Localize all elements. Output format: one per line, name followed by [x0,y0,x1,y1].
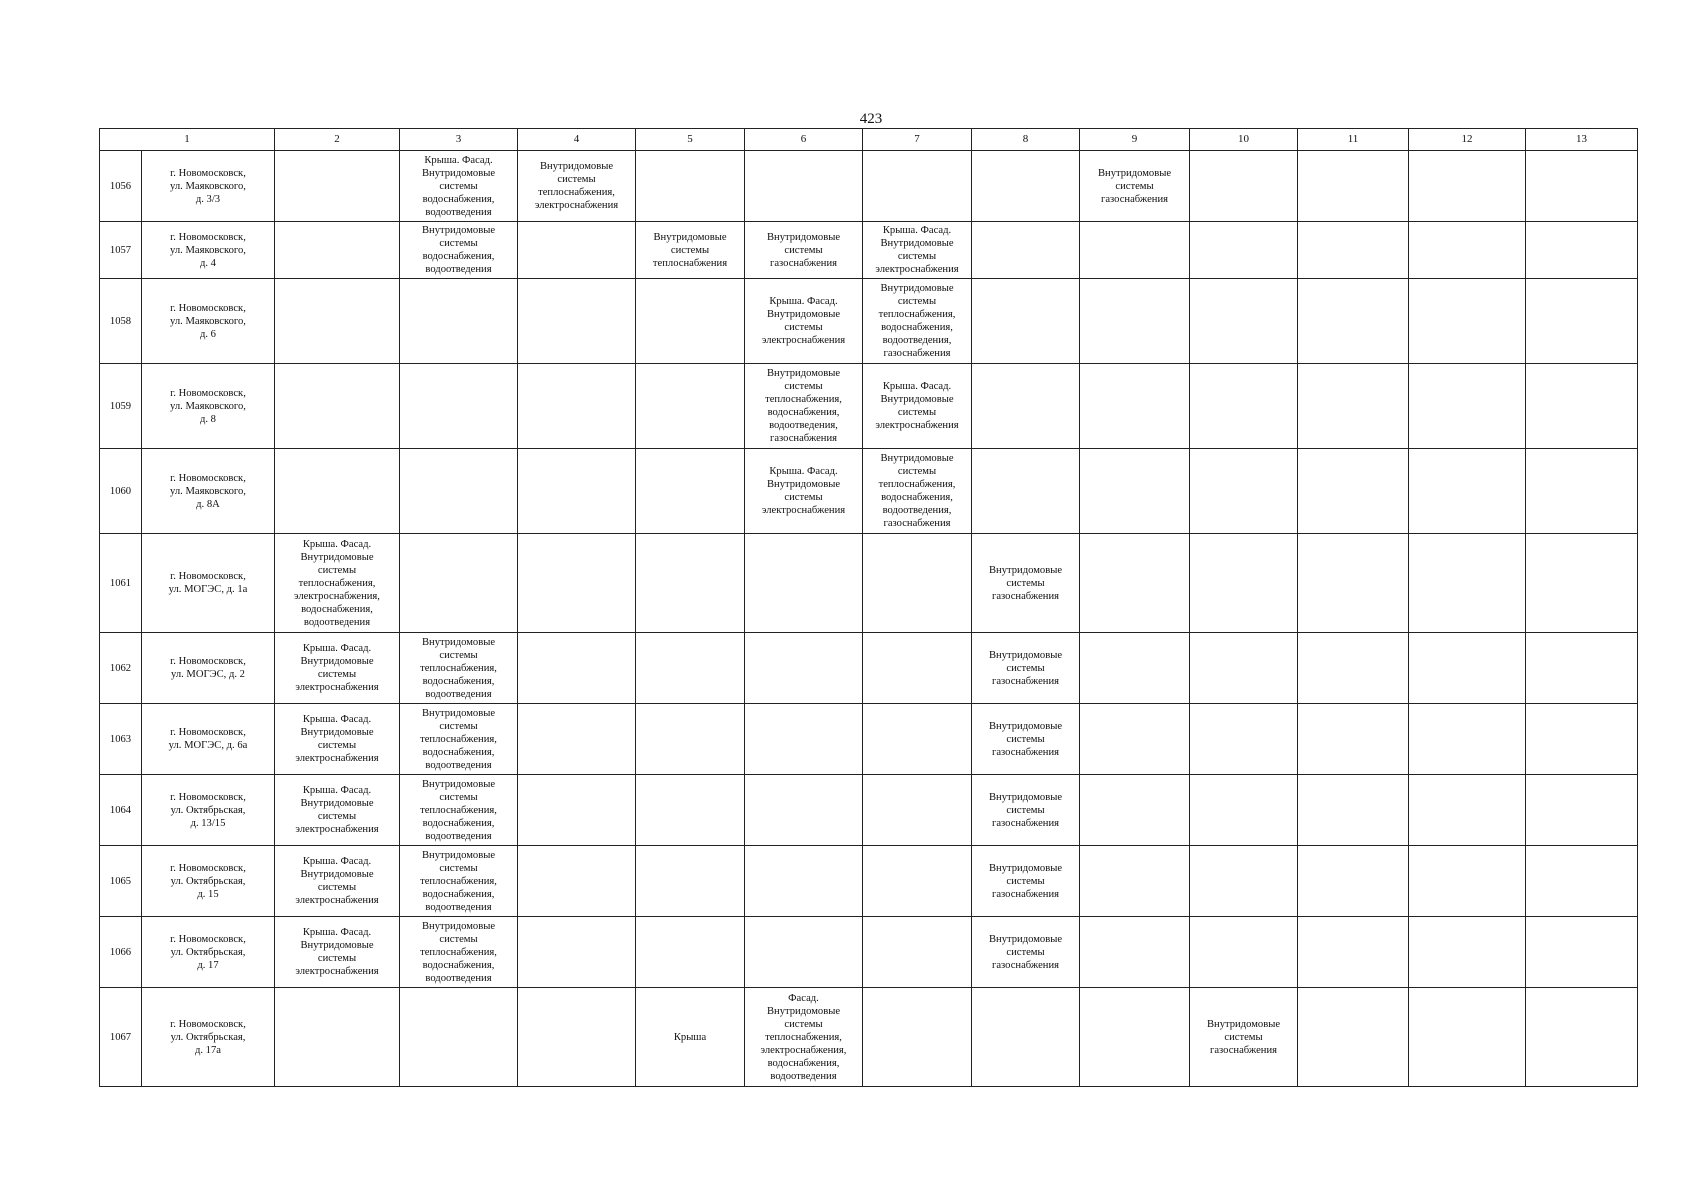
table-row [100,151,1638,222]
row-number-cell: 1067 [100,988,142,1087]
row-number-cell: 1066 [100,917,142,988]
work-cell-col-5 [636,917,745,988]
work-cell-col-11 [1298,846,1409,917]
row-number-cell: 1058 [100,279,142,364]
address-cell: г. Новомосковск, ул. Октябрьская, д. 13/15 [142,775,275,846]
work-cell-col-6: Внутридомовые системы теплоснабжения, водоснабжения, водоотведения, газоснабжения [745,364,863,449]
work-cell-col-4 [518,364,636,449]
work-cell-col-6 [745,704,863,775]
work-cell-col-7 [863,633,972,704]
work-cell-col-3 [400,534,518,633]
work-cell-col-6 [745,775,863,846]
table-row [100,222,1638,279]
address-cell: г. Новомосковск, ул. Маяковского, д. 6 [142,279,275,364]
header-cell: 11 [1298,129,1409,151]
work-cell-col-5 [636,364,745,449]
work-cell-col-9 [1080,917,1190,988]
work-cell-col-12 [1409,279,1526,364]
work-cell-col-12 [1409,449,1526,534]
work-cell-col-2 [275,449,400,534]
work-cell-col-8: Внутридомовые системы газоснабжения [972,775,1080,846]
work-cell-col-13 [1526,704,1638,775]
table-row [100,704,1638,775]
work-cell-col-8 [972,364,1080,449]
work-cell-col-7: Внутридомовые системы теплоснабжения, водоснабжения, водоотведения, газоснабжения [863,279,972,364]
address-cell: г. Новомосковск, ул. Октябрьская, д. 17а [142,988,275,1087]
work-cell-col-3: Внутридомовые системы теплоснабжения, водоснабжения, водоотведения [400,846,518,917]
address-cell: г. Новомосковск, ул. МОГЭС, д. 1а [142,534,275,633]
work-cell-col-10 [1190,775,1298,846]
work-cell-col-4 [518,775,636,846]
work-cell-col-7: Внутридомовые системы теплоснабжения, водоснабжения, водоотведения, газоснабжения [863,449,972,534]
work-cell-col-9 [1080,364,1190,449]
address-cell: г. Новомосковск, ул. Октябрьская, д. 17 [142,917,275,988]
header-cell: 6 [745,129,863,151]
header-cell: 12 [1409,129,1526,151]
work-cell-col-13 [1526,151,1638,222]
work-cell-col-9 [1080,775,1190,846]
work-cell-col-13 [1526,449,1638,534]
table-body [100,129,1638,1087]
work-cell-col-12 [1409,988,1526,1087]
work-cell-col-8 [972,988,1080,1087]
work-cell-col-5 [636,775,745,846]
work-cell-col-11 [1298,534,1409,633]
address-cell: г. Новомосковск, ул. МОГЭС, д. 2 [142,633,275,704]
address-cell: г. Новомосковск, ул. Маяковского, д. 8А [142,449,275,534]
work-cell-col-8 [972,449,1080,534]
work-cell-col-7 [863,988,972,1087]
work-cell-col-10 [1190,151,1298,222]
work-cell-col-13 [1526,222,1638,279]
work-cell-col-12 [1409,846,1526,917]
work-cell-col-6 [745,534,863,633]
work-cell-col-5 [636,449,745,534]
work-cell-col-8: Внутридомовые системы газоснабжения [972,846,1080,917]
work-cell-col-10 [1190,364,1298,449]
work-cell-col-4 [518,222,636,279]
work-cell-col-10 [1190,704,1298,775]
work-cell-col-12 [1409,534,1526,633]
row-number-cell: 1057 [100,222,142,279]
work-cell-col-6 [745,151,863,222]
work-cell-col-10 [1190,449,1298,534]
table-row [100,534,1638,633]
address-cell: г. Новомосковск, ул. МОГЭС, д. 6а [142,704,275,775]
address-cell: г. Новомосковск, ул. Маяковского, д. 3/3 [142,151,275,222]
row-number-cell: 1063 [100,704,142,775]
work-cell-col-11 [1298,988,1409,1087]
work-cell-col-5 [636,534,745,633]
work-cell-col-10 [1190,846,1298,917]
work-cell-col-3 [400,364,518,449]
row-number-cell: 1065 [100,846,142,917]
work-cell-col-13 [1526,633,1638,704]
page-number: 423 [859,111,883,127]
work-cell-col-3: Внутридомовые системы теплоснабжения, водоснабжения, водоотведения [400,704,518,775]
work-cell-col-3 [400,279,518,364]
address-cell: г. Новомосковск, ул. Маяковского, д. 8 [142,364,275,449]
work-cell-col-4 [518,988,636,1087]
table-row [100,988,1638,1087]
table-row [100,917,1638,988]
work-cell-col-3: Внутридомовые системы теплоснабжения, водоснабжения, водоотведения [400,633,518,704]
header-cell: 7 [863,129,972,151]
work-cell-col-6: Внутридомовые системы газоснабжения [745,222,863,279]
work-cell-col-9: Внутридомовые системы газоснабжения [1080,151,1190,222]
work-cell-col-7 [863,846,972,917]
work-cell-col-5 [636,704,745,775]
work-cell-col-12 [1409,917,1526,988]
work-cell-col-11 [1298,222,1409,279]
work-cell-col-8: Внутридомовые системы газоснабжения [972,633,1080,704]
work-cell-col-12 [1409,633,1526,704]
header-row [100,129,1638,151]
work-cell-col-7 [863,151,972,222]
work-cell-col-3 [400,449,518,534]
work-cell-col-10 [1190,917,1298,988]
header-cell: 8 [972,129,1080,151]
row-number-cell: 1059 [100,364,142,449]
work-cell-col-11 [1298,633,1409,704]
work-cell-col-9 [1080,704,1190,775]
work-cell-col-11 [1298,917,1409,988]
work-cell-col-5: Внутридомовые системы теплоснабжения [636,222,745,279]
work-cell-col-2: Крыша. Фасад. Внутридомовые системы электроснабжения [275,704,400,775]
work-cell-col-8: Внутридомовые системы газоснабжения [972,917,1080,988]
work-cell-col-3 [400,988,518,1087]
work-cell-col-6 [745,917,863,988]
work-cell-col-12 [1409,151,1526,222]
work-cell-col-6 [745,633,863,704]
work-cell-col-2 [275,279,400,364]
work-cell-col-13 [1526,846,1638,917]
work-cell-col-13 [1526,279,1638,364]
work-cell-col-7: Крыша. Фасад. Внутридомовые системы электроснабжения [863,364,972,449]
work-cell-col-5 [636,151,745,222]
work-cell-col-6: Крыша. Фасад. Внутридомовые системы электроснабжения [745,449,863,534]
work-cell-col-11 [1298,449,1409,534]
work-cell-col-2: Крыша. Фасад. Внутридомовые системы электроснабжения [275,775,400,846]
work-cell-col-13 [1526,917,1638,988]
header-cell: 1 [100,129,275,151]
work-cell-col-5 [636,633,745,704]
header-cell: 4 [518,129,636,151]
table-row [100,775,1638,846]
header-cell: 2 [275,129,400,151]
table-row [100,846,1638,917]
work-cell-col-2 [275,222,400,279]
work-cell-col-13 [1526,364,1638,449]
table-row [100,449,1638,534]
work-cell-col-10 [1190,279,1298,364]
work-cell-col-4 [518,449,636,534]
work-cell-col-5 [636,279,745,364]
work-cell-col-10 [1190,534,1298,633]
work-cell-col-10 [1190,222,1298,279]
work-cell-col-13 [1526,534,1638,633]
work-cell-col-10: Внутридомовые системы газоснабжения [1190,988,1298,1087]
work-cell-col-5: Крыша [636,988,745,1087]
work-cell-col-4 [518,534,636,633]
work-cell-col-11 [1298,775,1409,846]
work-cell-col-11 [1298,279,1409,364]
header-cell: 5 [636,129,745,151]
row-number-cell: 1060 [100,449,142,534]
work-cell-col-10 [1190,633,1298,704]
address-cell: г. Новомосковск, ул. Октябрьская, д. 15 [142,846,275,917]
header-cell: 10 [1190,129,1298,151]
work-cell-col-8 [972,151,1080,222]
row-number-cell: 1062 [100,633,142,704]
header-cell: 13 [1526,129,1638,151]
work-cell-col-12 [1409,704,1526,775]
work-cell-col-7 [863,704,972,775]
work-cell-col-9 [1080,279,1190,364]
work-cell-col-7 [863,775,972,846]
work-cell-col-13 [1526,988,1638,1087]
row-number-cell: 1061 [100,534,142,633]
work-cell-col-3: Внутридомовые системы теплоснабжения, водоснабжения, водоотведения [400,775,518,846]
work-cell-col-13 [1526,775,1638,846]
work-cell-col-7: Крыша. Фасад. Внутридомовые системы электроснабжения [863,222,972,279]
work-cell-col-4 [518,846,636,917]
work-cell-col-12 [1409,364,1526,449]
header-cell: 3 [400,129,518,151]
work-cell-col-6: Фасад. Внутридомовые системы теплоснабжения, электроснабжения, водоснабжения, водоотведения [745,988,863,1087]
work-cell-col-4 [518,917,636,988]
work-cell-col-2: Крыша. Фасад. Внутридомовые системы электроснабжения [275,633,400,704]
work-cell-col-9 [1080,222,1190,279]
work-cell-col-2: Крыша. Фасад. Внутридомовые системы электроснабжения [275,846,400,917]
table-row [100,364,1638,449]
work-cell-col-8: Внутридомовые системы газоснабжения [972,534,1080,633]
work-cell-col-3: Крыша. Фасад. Внутридомовые системы водоснабжения, водоотведения [400,151,518,222]
work-cell-col-2 [275,988,400,1087]
work-cell-col-4 [518,704,636,775]
work-cell-col-5 [636,846,745,917]
work-cell-col-9 [1080,534,1190,633]
work-cell-col-4 [518,279,636,364]
work-cell-col-2: Крыша. Фасад. Внутридомовые системы теплоснабжения, электроснабжения, водоснабжения, водоотведения [275,534,400,633]
work-cell-col-12 [1409,775,1526,846]
work-cell-col-9 [1080,633,1190,704]
work-cell-col-11 [1298,364,1409,449]
work-cell-col-12 [1409,222,1526,279]
work-cell-col-4 [518,633,636,704]
work-cell-col-7 [863,534,972,633]
work-cell-col-8: Внутридомовые системы газоснабжения [972,704,1080,775]
work-cell-col-11 [1298,704,1409,775]
work-cell-col-9 [1080,449,1190,534]
work-cell-col-9 [1080,846,1190,917]
work-cell-col-3: Внутридомовые системы теплоснабжения, водоснабжения, водоотведения [400,917,518,988]
work-cell-col-6 [745,846,863,917]
work-cell-col-8 [972,279,1080,364]
address-cell: г. Новомосковск, ул. Маяковского, д. 4 [142,222,275,279]
work-cell-col-6: Крыша. Фасад. Внутридомовые системы электроснабжения [745,279,863,364]
work-cell-col-9 [1080,988,1190,1087]
table-row [100,279,1638,364]
work-cell-col-2 [275,151,400,222]
repair-schedule-table [99,128,1638,1087]
work-cell-col-7 [863,917,972,988]
work-cell-col-2 [275,364,400,449]
table-row [100,633,1638,704]
row-number-cell: 1064 [100,775,142,846]
row-number-cell: 1056 [100,151,142,222]
work-cell-col-8 [972,222,1080,279]
work-cell-col-3: Внутридомовые системы водоснабжения, водоотведения [400,222,518,279]
work-cell-col-2: Крыша. Фасад. Внутридомовые системы электроснабжения [275,917,400,988]
work-cell-col-4: Внутридомовые системы теплоснабжения, электроснабжения [518,151,636,222]
header-cell: 9 [1080,129,1190,151]
work-cell-col-11 [1298,151,1409,222]
